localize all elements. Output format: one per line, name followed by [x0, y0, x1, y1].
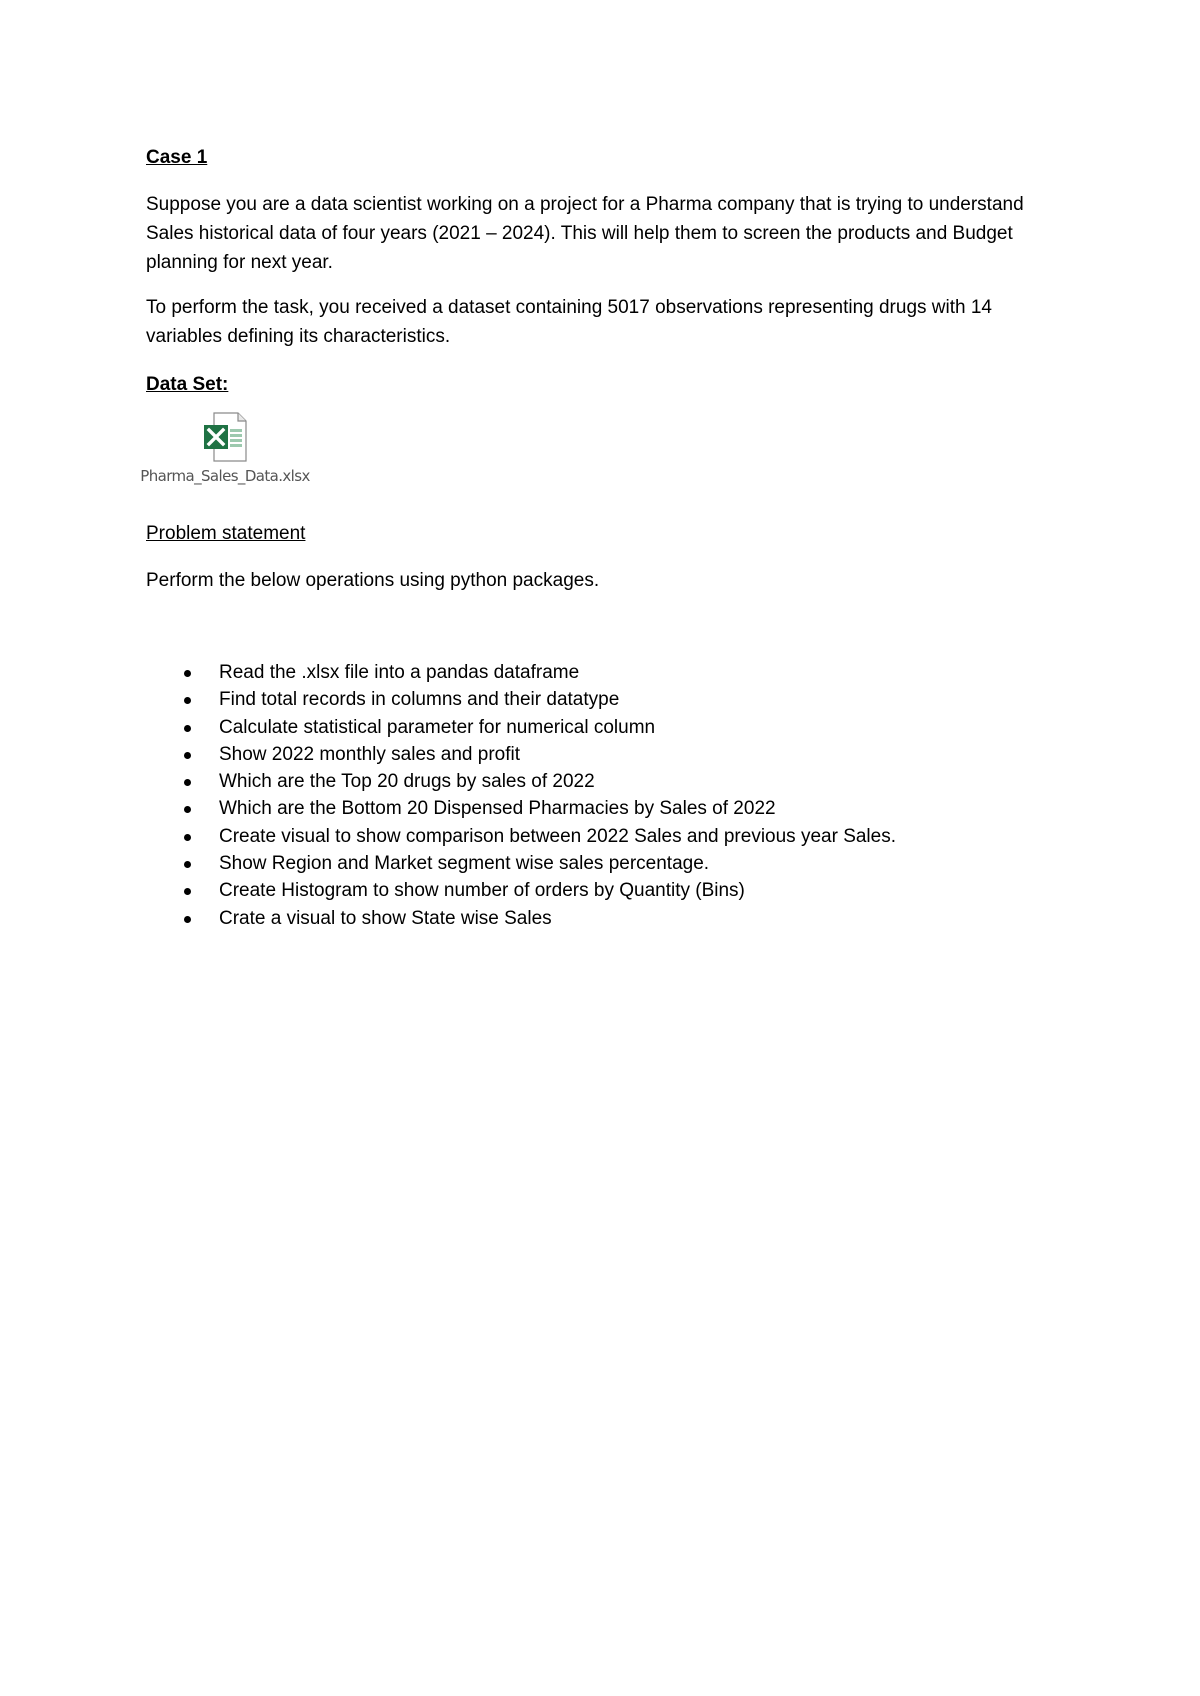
- bullet-icon: [184, 697, 191, 704]
- bullet-icon: [184, 806, 191, 813]
- bullet-icon: [184, 888, 191, 895]
- document-page: [140, 146, 1066, 932]
- list-item: Calculate statistical parameter for numerical column: [146, 714, 1066, 741]
- list-item: Read the .xlsx file into a pandas dataframe: [146, 659, 1066, 686]
- bullet-icon: [184, 916, 191, 923]
- list-item: Create visual to show comparison between 2022 Sales and previous year Sales.: [146, 823, 1066, 850]
- intro-paragraph-2: To perform the task, you received a dataset containing 5017 observations representing drugs with 14 variables defining its characteristics.: [146, 297, 993, 347]
- case-title: Case 1: [146, 147, 208, 168]
- list-item: Find total records in columns and their datatype: [146, 686, 1066, 713]
- excel-file-icon: [200, 411, 250, 465]
- problem-heading: Problem statement: [146, 523, 306, 544]
- attachment-filename[interactable]: Pharma_Sales_Data.xlsx: [140, 467, 310, 485]
- dataset-heading: Data Set:: [146, 374, 229, 395]
- list-item: Crate a visual to show State wise Sales: [146, 905, 1066, 932]
- intro-paragraph-1: Suppose you are a data scientist working on a project for a Pharma company that is trying to understand Sales historical data of four years (2021 – 2024). This will help them to screen the products and Budget planning for next year.: [146, 194, 1024, 273]
- dataset-attachment[interactable]: [140, 411, 310, 486]
- bullet-icon: [184, 861, 191, 868]
- bullet-icon: [184, 834, 191, 841]
- list-item: Show 2022 monthly sales and profit: [146, 741, 1066, 768]
- list-item: Which are the Bottom 20 Dispensed Pharmacies by Sales of 2022: [146, 795, 1066, 822]
- bullet-icon: [184, 779, 191, 786]
- problem-intro: Perform the below operations using python packages.: [146, 570, 600, 591]
- bullet-icon: [184, 752, 191, 759]
- bullet-icon: [184, 725, 191, 732]
- list-item: Show Region and Market segment wise sales percentage.: [146, 850, 1066, 877]
- bullet-icon: [184, 670, 191, 677]
- list-item: Which are the Top 20 drugs by sales of 2022: [146, 768, 1066, 795]
- list-item: Create Histogram to show number of orders by Quantity (Bins): [146, 877, 1066, 904]
- operations-list: [146, 659, 1066, 932]
